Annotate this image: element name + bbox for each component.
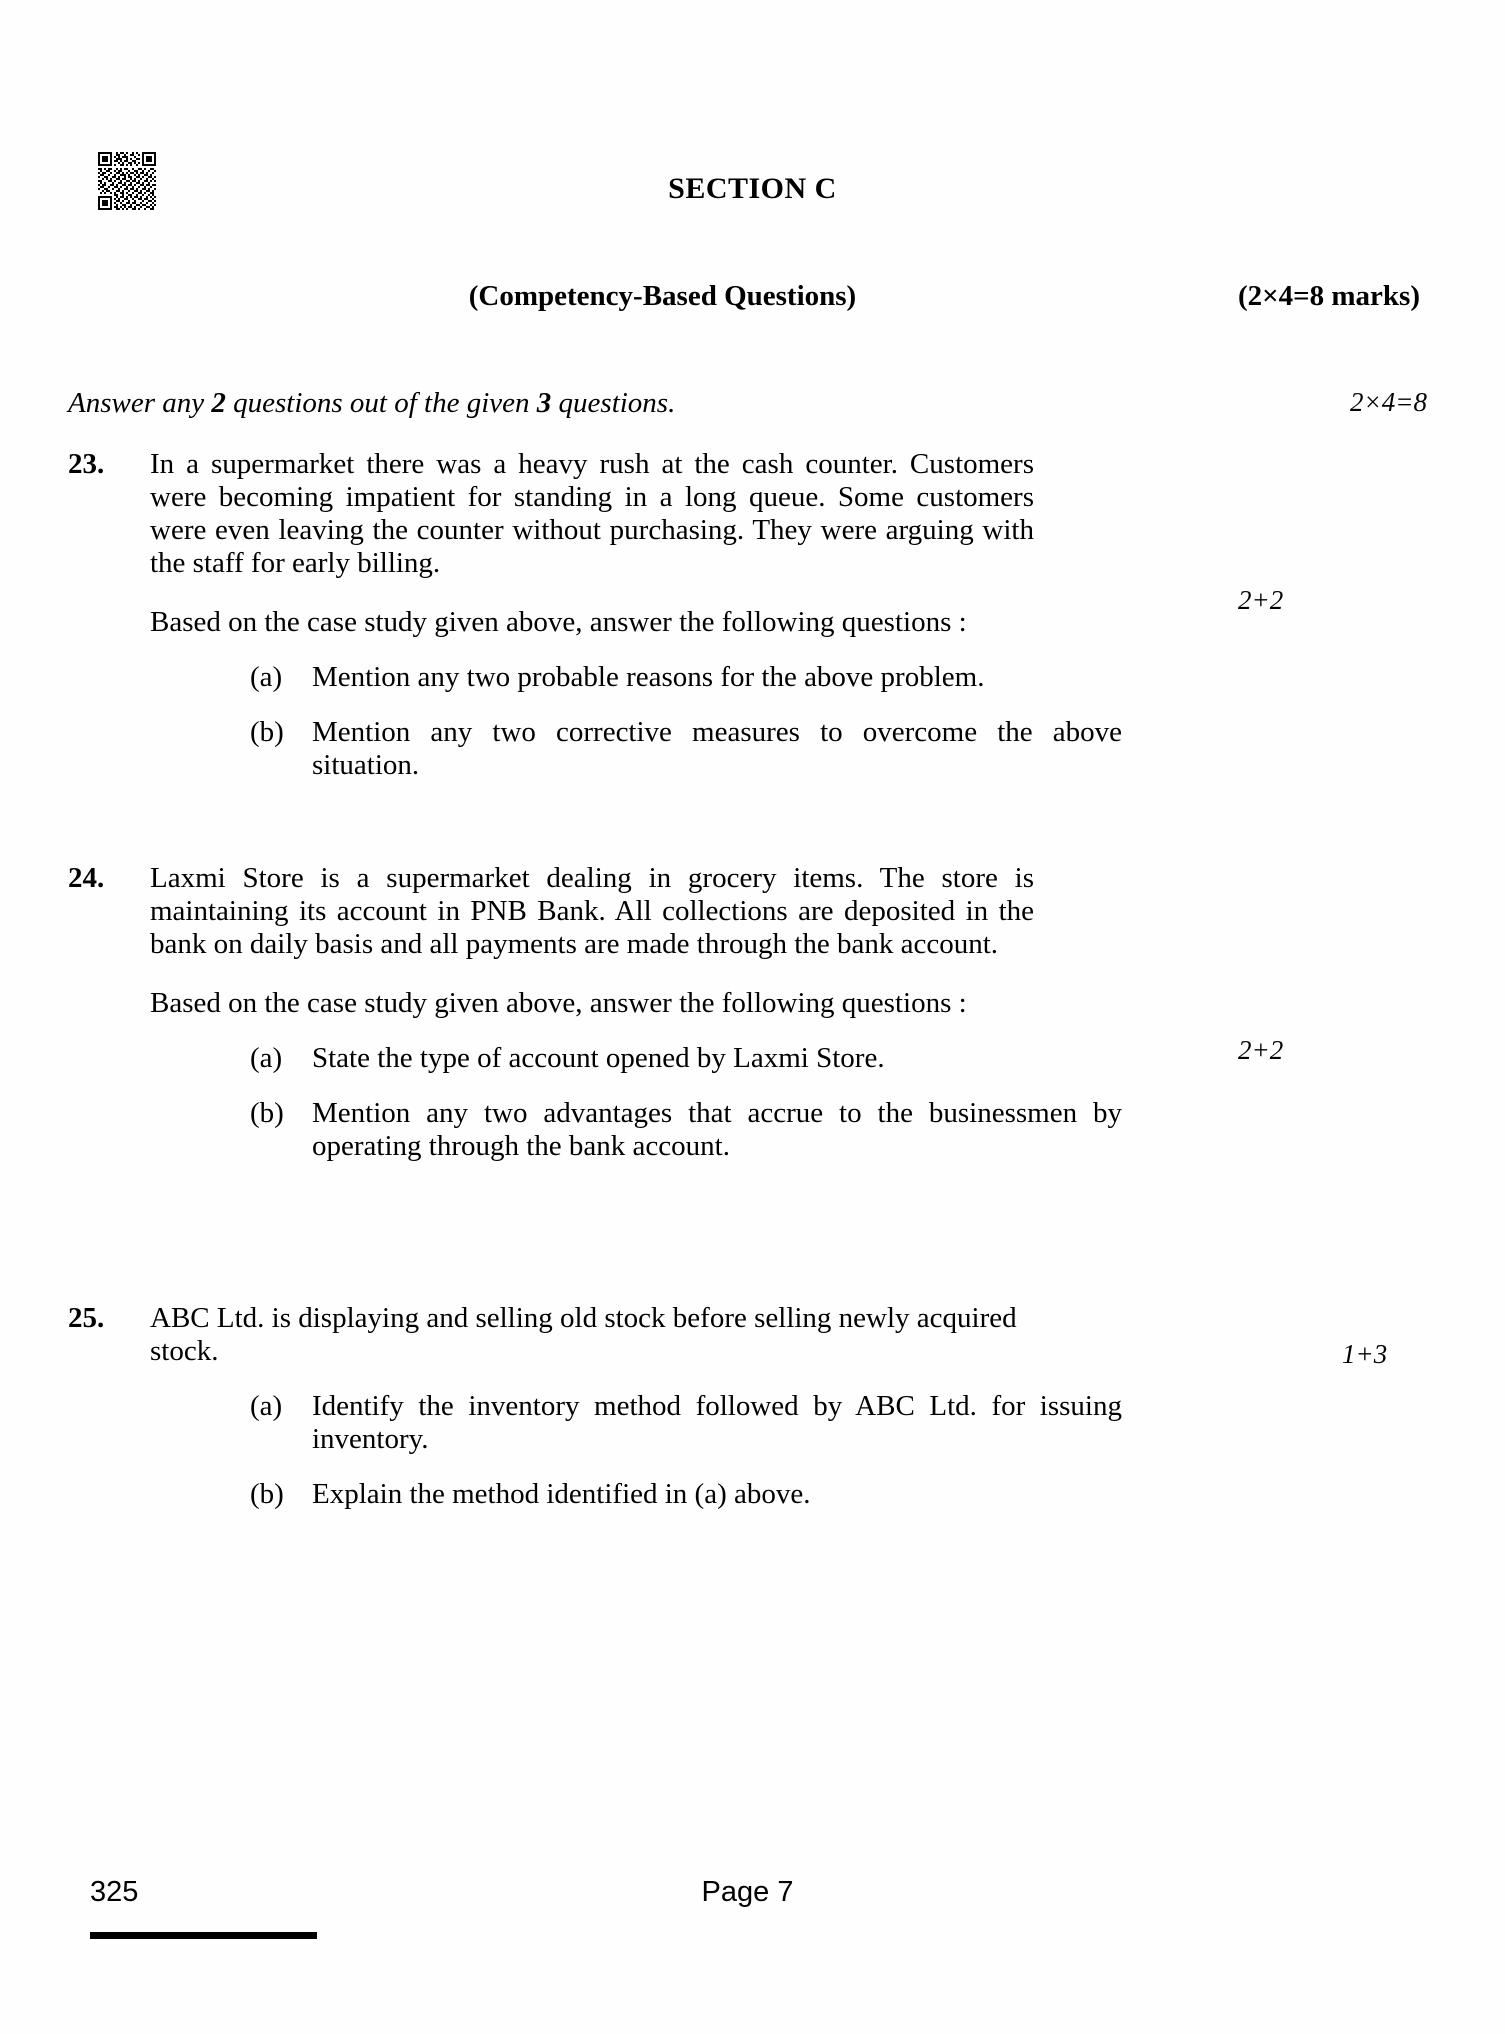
question-body <box>150 1302 1122 1511</box>
sub-question-text: State the type of account opened by Laxmi Store. <box>312 1042 885 1075</box>
instruction-count-1: 2 <box>211 387 226 419</box>
question-stem: ABC Ltd. is displaying and selling old stock before selling newly acquired stock. <box>150 1302 1017 1368</box>
lead-in-marks: 2+2 <box>1238 585 1284 615</box>
sub-question-text: Mention any two corrective measures to overcome the above situation. <box>312 716 1122 782</box>
sub-question-label: (b) <box>250 1097 284 1130</box>
sub-question-a <box>250 1390 1122 1456</box>
subtitle: (Competency-Based Questions) <box>468 280 857 312</box>
sub-question-b <box>250 716 1122 782</box>
instruction-text <box>68 387 675 420</box>
sub-question-text: Mention any two advantages that accrue to the businessmen by operating through the bank account. <box>312 1097 1122 1163</box>
instruction-middle: questions out of the given <box>225 387 537 419</box>
footer-page-label: Page 7 <box>701 1876 794 1908</box>
sub-question-b <box>250 1097 1122 1163</box>
question-body <box>150 448 1122 782</box>
question-number: 24. <box>68 862 105 894</box>
sub-question-a <box>250 1042 1122 1075</box>
question-number: 25. <box>68 1302 105 1334</box>
question-stem: In a supermarket there was a heavy rush at the cash counter. Customers were becoming impatient for standing in a long queue. Some customers were even leaving the counter without purchasing. They were arguing with the staff for early billing. <box>150 448 1034 580</box>
instruction-prefix: Answer any <box>68 387 212 419</box>
instruction-suffix: questions. <box>551 387 676 419</box>
question-stem: Laxmi Store is a supermarket dealing in grocery items. The store is maintaining its account in PNB Bank. All collections are deposited in the bank on daily basis and all payments are made through the bank account. <box>150 862 1034 961</box>
footer-rule <box>90 1932 317 1939</box>
question-number: 23. <box>68 448 105 480</box>
section-title: SECTION C <box>668 172 837 205</box>
question-block-25 <box>68 1302 1438 1511</box>
question-body <box>150 862 1122 1163</box>
instruction-row <box>68 387 1437 427</box>
sub-question-label: (b) <box>250 1478 284 1511</box>
sub-question-b <box>250 1478 1122 1511</box>
sub-question-text: Explain the method identified in (a) above. <box>312 1478 811 1511</box>
question-block-24 <box>68 862 1438 1163</box>
question-lead-in: Based on the case study given above, answer the following questions : <box>150 987 967 1020</box>
subtitle-row <box>90 280 1420 322</box>
sub-question-label: (b) <box>250 716 284 749</box>
sub-question-label: (a) <box>250 1390 283 1423</box>
question-block-23 <box>68 448 1438 782</box>
instruction-count-2: 3 <box>536 387 552 419</box>
subtitle-marks: (2×4=8 marks) <box>1237 280 1420 312</box>
question-lead-in: Based on the case study given above, answer the following questions : <box>150 606 967 639</box>
sub-question-text: Mention any two probable reasons for the above problem. <box>312 661 985 694</box>
sub-question-text: Identify the inventory method followed by ABC Ltd. for issuing inventory. <box>312 1390 1122 1456</box>
sub-question-label: (a) <box>250 1042 283 1075</box>
question-marks: 1+3 <box>1342 1339 1388 1369</box>
instruction-marks: 2×4=8 <box>1350 387 1427 417</box>
lead-in-marks: 2+2 <box>1238 1035 1284 1065</box>
footer-paper-code: 325 <box>90 1876 139 1908</box>
sub-question-a <box>250 661 1122 694</box>
sub-question-label: (a) <box>250 661 283 694</box>
